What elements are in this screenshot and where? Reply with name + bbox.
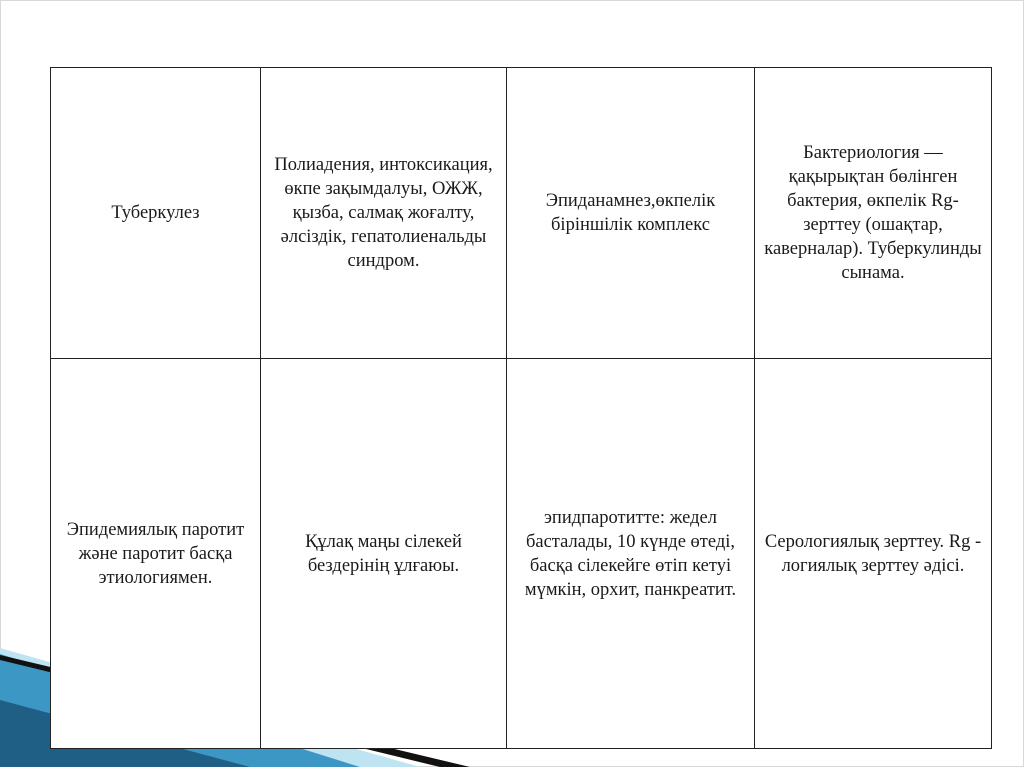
info-table [50, 67, 992, 749]
cell-disease: Эпидемиялық паротит және паротит басқа этиологиямен. [51, 359, 261, 749]
cell-symptoms: Құлақ маңы сілекей бездерінің ұлғаюы. [261, 359, 507, 749]
cell-diagnostics: Серологиялық зерттеу. Rg - логиялық зерттеу әдісі. [755, 359, 992, 749]
cell-diagnostics: Бактериология — қақырықтан бөлінген бактерия, өкпелік Rg- зерттеу (ошақтар, каверналар). Туберкулинды сынама. [755, 68, 992, 359]
cell-symptoms: Полиадения, интоксикация, өкпе зақымдалуы, ОЖЖ, қызба, салмақ жоғалту, әлсіздік, гепатолиенальды синдром. [261, 68, 507, 359]
table-row [51, 359, 992, 749]
table-row [51, 68, 992, 359]
cell-disease: Туберкулез [51, 68, 261, 359]
cell-epidemiology: эпидпаротитте: жедел басталады, 10 күнде өтеді, басқа сілекейге өтіп кетуі мүмкін, орхит, панкреатит. [507, 359, 755, 749]
cell-epidemiology: Эпиданамнез,өкпелік біріншілік комплекс [507, 68, 755, 359]
